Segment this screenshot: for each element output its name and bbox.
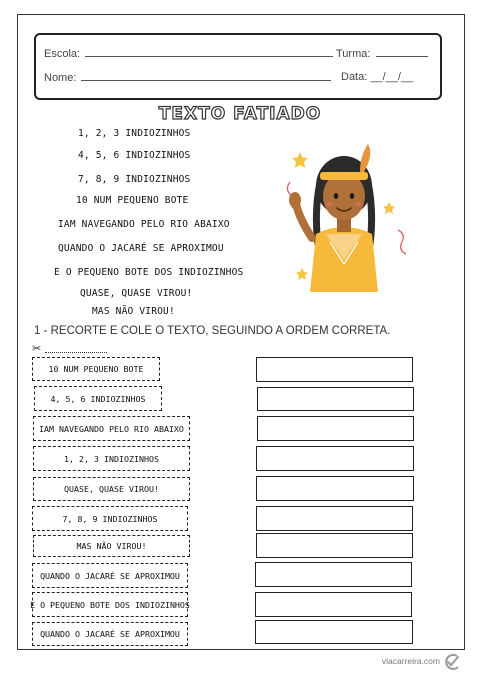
- date-value: __/__/__: [370, 71, 414, 83]
- class-field[interactable]: [336, 47, 428, 60]
- poem-line-1: 1, 2, 3 INDIOZINHOS: [78, 128, 191, 139]
- cut-strip[interactable]: 1, 2, 3 INDIOZINHOS: [33, 446, 190, 471]
- answer-box[interactable]: [256, 357, 413, 382]
- instruction-text: 1 - RECORTE E COLE O TEXTO, SEGUINDO A ORDEM CORRETA.: [34, 325, 391, 337]
- cut-line: [45, 352, 107, 353]
- name-input-line[interactable]: [81, 71, 331, 81]
- cut-strip[interactable]: QUANDO O JACARÉ SE APROXIMOU: [32, 563, 188, 588]
- star-icon: [383, 202, 395, 214]
- school-field[interactable]: [44, 47, 333, 60]
- cut-strip[interactable]: QUANDO O JACARÉ SE APROXIMOU: [32, 622, 188, 646]
- footer-site: viacarreira.com: [381, 656, 440, 666]
- poem-line-2: 4, 5, 6 INDIOZINHOS: [78, 150, 191, 161]
- cut-strip[interactable]: 4, 5, 6 INDIOZINHOS: [34, 386, 162, 411]
- student-info-box: [34, 33, 442, 100]
- answer-box[interactable]: [255, 562, 412, 587]
- poem-line-7: E O PEQUENO BOTE DOS INDIOZINHOS: [54, 267, 244, 278]
- class-label: Turma:: [336, 48, 371, 60]
- viacarreira-logo-icon: [443, 652, 461, 672]
- answer-box[interactable]: [257, 416, 414, 441]
- poem-line-5: IAM NAVEGANDO PELO RIO ABAIXO: [58, 219, 230, 230]
- worksheet-title: TEXTO FATIADO: [158, 104, 322, 124]
- answer-box[interactable]: [256, 446, 414, 471]
- answer-box[interactable]: [256, 476, 414, 501]
- cut-strip[interactable]: MAS NÃO VIROU!: [33, 535, 190, 557]
- name-field[interactable]: [44, 71, 331, 84]
- poem-line-9: MAS NÃO VIROU!: [92, 306, 175, 317]
- scissors-icon: ✂: [32, 342, 42, 355]
- poem-line-6: QUANDO O JACARÉ SE APROXIMOU: [58, 243, 224, 254]
- answer-box[interactable]: [256, 533, 413, 558]
- poem-line-3: 7, 8, 9 INDIOZINHOS: [78, 174, 191, 185]
- school-label: Escola:: [44, 48, 81, 60]
- indigenous-girl-illustration: [282, 142, 412, 292]
- cut-strip[interactable]: E O PEQUENO BOTE DOS INDIOZINHOS: [32, 592, 188, 617]
- class-input-line[interactable]: [376, 47, 428, 57]
- school-input-line[interactable]: [85, 47, 333, 57]
- answer-box[interactable]: [257, 387, 414, 411]
- answer-box[interactable]: [256, 506, 413, 531]
- answer-box[interactable]: [255, 592, 412, 617]
- cut-strip[interactable]: 7, 8, 9 INDIOZINHOS: [32, 506, 188, 531]
- cut-strip[interactable]: QUASE, QUASE VIROU!: [33, 477, 190, 501]
- poem-line-8: QUASE, QUASE VIROU!: [80, 288, 193, 299]
- star-icon: [296, 268, 308, 280]
- star-icon: [292, 152, 308, 168]
- cut-strip[interactable]: IAM NAVEGANDO PELO RIO ABAIXO: [33, 416, 190, 441]
- cut-strip[interactable]: 10 NUM PEQUENO BOTE: [32, 357, 160, 381]
- answer-box[interactable]: [255, 620, 413, 644]
- poem-line-4: 10 NUM PEQUENO BOTE: [76, 195, 189, 206]
- name-label: Nome:: [44, 72, 77, 84]
- date-label: Data:: [341, 71, 368, 83]
- date-field[interactable]: [341, 71, 413, 83]
